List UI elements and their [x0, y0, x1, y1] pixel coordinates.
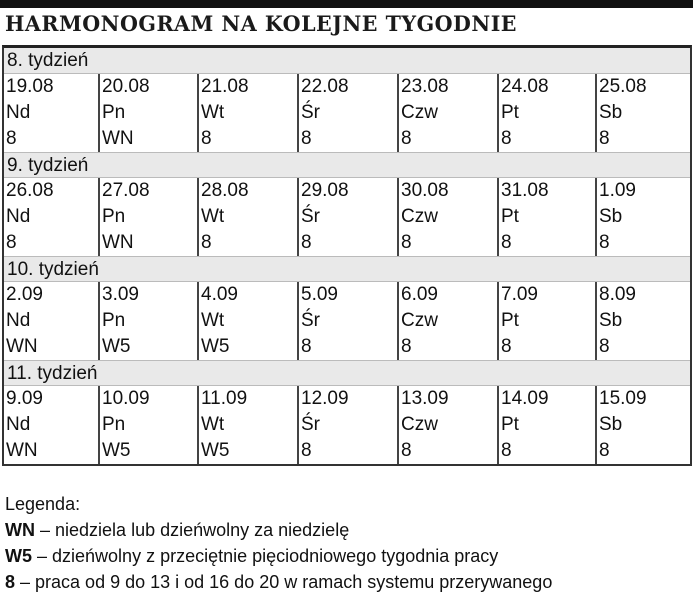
day-day: Czw [401, 206, 438, 227]
day-cell [397, 282, 497, 360]
day-code: 8 [401, 336, 412, 357]
day-cell [98, 282, 197, 360]
day-code: 8 [301, 440, 312, 461]
day-date: 24.08 [501, 76, 549, 97]
day-day: Sb [599, 310, 623, 331]
day-date: 19.08 [6, 76, 54, 97]
top-rule [0, 0, 693, 8]
legend-code: 8 [5, 572, 16, 592]
day-code: 8 [201, 232, 212, 253]
day-cell [197, 282, 297, 360]
week-days [4, 282, 690, 360]
day-cell [4, 74, 98, 152]
week-block [4, 360, 690, 464]
day-day: Sb [599, 414, 623, 435]
day-cell [197, 74, 297, 152]
day-date: 28.08 [201, 180, 249, 201]
legend-item [5, 543, 552, 569]
day-date: 9.09 [6, 388, 43, 409]
day-code: 8 [401, 440, 412, 461]
day-code: W5 [201, 440, 230, 461]
day-code: 8 [501, 440, 512, 461]
week-header: 10. tydzień [4, 256, 690, 282]
day-date: 5.09 [301, 284, 338, 305]
day-day: Wt [201, 414, 225, 435]
week-block [4, 48, 690, 152]
day-date: 8.09 [599, 284, 636, 305]
day-day: Nd [6, 102, 31, 123]
day-cell [595, 386, 690, 464]
legend-code: WN [5, 520, 35, 540]
day-date: 23.08 [401, 76, 449, 97]
legend-item [5, 569, 552, 595]
day-code: 8 [6, 232, 17, 253]
day-date: 31.08 [501, 180, 549, 201]
day-date: 25.08 [599, 76, 647, 97]
day-code: 8 [401, 232, 412, 253]
day-day: Pt [501, 414, 519, 435]
day-code: 8 [301, 128, 312, 149]
day-date: 6.09 [401, 284, 438, 305]
day-cell [98, 386, 197, 464]
day-cell [297, 74, 397, 152]
day-cell [595, 178, 690, 256]
day-date: 11.09 [201, 388, 248, 409]
day-day: Sb [599, 102, 623, 123]
day-code: 8 [401, 128, 412, 149]
day-cell [4, 386, 98, 464]
day-code: 8 [6, 128, 17, 149]
day-date: 7.09 [501, 284, 538, 305]
day-date: 14.09 [501, 388, 549, 409]
day-code: 8 [599, 336, 610, 357]
day-day: Czw [401, 414, 438, 435]
day-cell [98, 74, 197, 152]
week-block [4, 256, 690, 360]
legend [5, 491, 552, 595]
day-cell [297, 282, 397, 360]
legend-code: W5 [5, 546, 32, 566]
day-date: 29.08 [301, 180, 349, 201]
day-date: 20.08 [102, 76, 150, 97]
day-cell [98, 178, 197, 256]
day-code: 8 [301, 336, 312, 357]
week-days [4, 386, 690, 464]
day-code: W5 [102, 440, 131, 461]
day-code: 8 [301, 232, 312, 253]
day-cell [497, 178, 595, 256]
day-code: 8 [599, 440, 610, 461]
day-date: 1.09 [599, 180, 636, 201]
day-cell [197, 386, 297, 464]
day-date: 26.08 [6, 180, 54, 201]
day-day: Wt [201, 206, 225, 227]
legend-item [5, 517, 552, 543]
day-date: 4.09 [201, 284, 238, 305]
day-date: 12.09 [301, 388, 349, 409]
day-code: 8 [501, 128, 512, 149]
day-day: Śr [301, 206, 320, 227]
day-cell [4, 282, 98, 360]
legend-text: – dzieńwolny z przeciętnie pięciodniowego tygodnia pracy [32, 546, 499, 566]
day-day: Śr [301, 102, 320, 123]
day-day: Sb [599, 206, 623, 227]
day-cell [397, 74, 497, 152]
day-day: Czw [401, 102, 438, 123]
legend-heading: Legenda: [5, 494, 81, 514]
week-block [4, 152, 690, 256]
day-code: 8 [599, 128, 610, 149]
day-code: WN [6, 440, 38, 461]
day-date: 10.09 [102, 388, 150, 409]
day-date: 2.09 [6, 284, 43, 305]
day-date: 27.08 [102, 180, 150, 201]
day-day: Pt [501, 102, 519, 123]
day-day: Pn [102, 414, 126, 435]
day-cell [595, 74, 690, 152]
day-day: Śr [301, 414, 320, 435]
day-code: WN [6, 336, 38, 357]
day-cell [497, 74, 595, 152]
day-day: Pt [501, 310, 519, 331]
day-cell [595, 282, 690, 360]
day-date: 3.09 [102, 284, 139, 305]
day-code: 8 [501, 232, 512, 253]
day-date: 21.08 [201, 76, 249, 97]
day-day: Pn [102, 310, 126, 331]
day-date: 30.08 [401, 180, 449, 201]
day-day: Nd [6, 414, 31, 435]
week-header: 8. tydzień [4, 48, 690, 74]
day-day: Pn [102, 102, 126, 123]
day-day: Wt [201, 102, 225, 123]
week-days [4, 178, 690, 256]
day-cell [497, 386, 595, 464]
day-cell [297, 178, 397, 256]
day-day: Nd [6, 206, 31, 227]
day-code: 8 [201, 128, 212, 149]
day-cell [497, 282, 595, 360]
week-days [4, 74, 690, 152]
day-code: 8 [599, 232, 610, 253]
day-code: W5 [102, 336, 131, 357]
week-header: 9. tydzień [4, 152, 690, 178]
day-cell [397, 178, 497, 256]
day-day: Pn [102, 206, 126, 227]
legend-text: – praca od 9 do 13 i od 16 do 20 w ramach systemu przerywanego [15, 572, 553, 592]
day-day: Nd [6, 310, 31, 331]
legend-text: – niedziela lub dzieńwolny za niedzielę [35, 520, 350, 540]
day-code: W5 [201, 336, 230, 357]
day-code: 8 [501, 336, 512, 357]
day-code: WN [102, 232, 134, 253]
day-cell [397, 386, 497, 464]
day-date: 13.09 [401, 388, 449, 409]
day-cell [297, 386, 397, 464]
page-title: HARMONOGRAM NA KOLEJNE TYGODNIE [5, 11, 517, 36]
week-header: 11. tydzień [4, 360, 690, 386]
day-day: Czw [401, 310, 438, 331]
day-code: WN [102, 128, 134, 149]
day-cell [4, 178, 98, 256]
day-day: Śr [301, 310, 320, 331]
day-cell [197, 178, 297, 256]
day-day: Wt [201, 310, 225, 331]
day-date: 22.08 [301, 76, 349, 97]
schedule-table [2, 45, 692, 466]
day-date: 15.09 [599, 388, 647, 409]
day-day: Pt [501, 206, 519, 227]
